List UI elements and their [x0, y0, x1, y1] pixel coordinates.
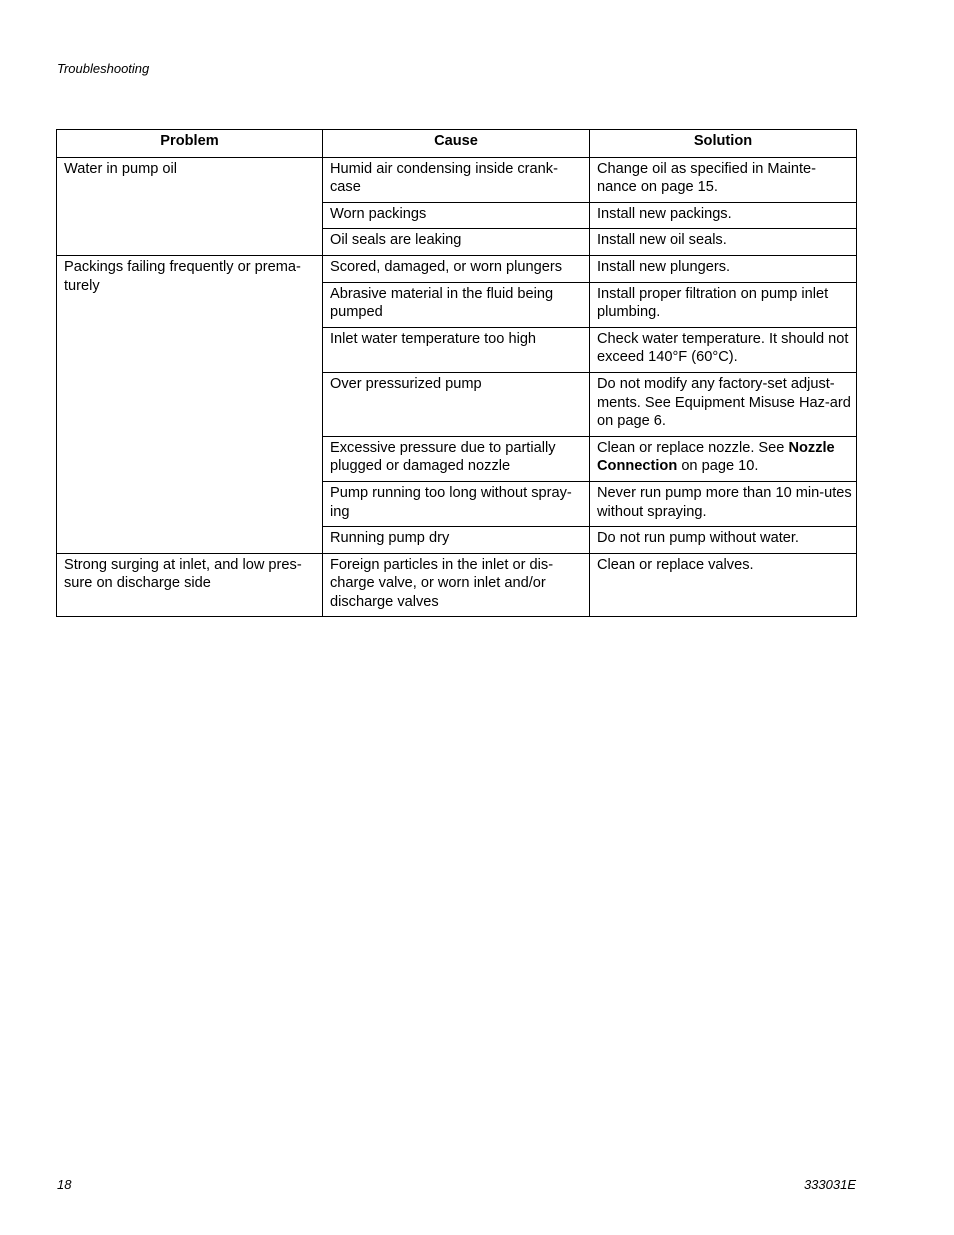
- cause-cell: Pump running too long without spray-ing: [323, 481, 590, 526]
- solution-cell: [590, 436, 857, 481]
- solution-cell: Change oil as specified in Mainte-nance on page 15.: [590, 157, 857, 202]
- solution-cell: Do not modify any factory-set adjust-ments. See Equipment Misuse Haz-ard on page 6.: [590, 372, 857, 436]
- table-row: [57, 157, 857, 202]
- table-header-row: [57, 130, 857, 158]
- problem-cell: Strong surging at inlet, and low pres-sure on discharge side: [57, 553, 323, 617]
- solution-text: on page 10.: [677, 458, 759, 475]
- problem-cell: Water in pump oil: [57, 157, 323, 255]
- column-header-problem: Problem: [57, 130, 323, 158]
- cross-reference-link: Nozzle Connection: [597, 439, 835, 475]
- troubleshooting-table: [56, 129, 857, 617]
- solution-cell: Check water temperature. It should not exceed 140°F (60°C).: [590, 327, 857, 372]
- column-header-cause: Cause: [323, 130, 590, 158]
- solution-cell: Install new packings.: [590, 202, 857, 229]
- table-row: [57, 553, 857, 617]
- solution-cell: Install new plungers.: [590, 255, 857, 282]
- solution-cell: Clean or replace valves.: [590, 553, 857, 617]
- cause-cell: Excessive pressure due to partially plugged or damaged nozzle: [323, 436, 590, 481]
- cause-cell: Worn packings: [323, 202, 590, 229]
- solution-cell: Do not run pump without water.: [590, 527, 857, 554]
- cause-cell: Abrasive material in the fluid being pumped: [323, 282, 590, 327]
- cause-cell: Running pump dry: [323, 527, 590, 554]
- document-number: 333031E: [803, 1177, 856, 1192]
- page-number: 18: [57, 1177, 72, 1192]
- problem-cell: Packings failing frequently or prema-turely: [57, 255, 323, 553]
- cause-cell: Over pressurized pump: [323, 372, 590, 436]
- cause-cell: Humid air condensing inside crank-case: [323, 157, 590, 202]
- solution-text: Clean or replace nozzle. See: [597, 439, 789, 456]
- cause-cell: Inlet water temperature too high: [323, 327, 590, 372]
- running-head: Troubleshooting: [57, 61, 150, 76]
- cause-cell: Scored, damaged, or worn plungers: [323, 255, 590, 282]
- column-header-solution: Solution: [590, 130, 857, 158]
- cause-cell: Foreign particles in the inlet or dis-charge valve, or worn inlet and/or discharge valves: [323, 553, 590, 617]
- solution-cell: Install proper filtration on pump inlet plumbing.: [590, 282, 857, 327]
- table-row: [57, 255, 857, 282]
- solution-cell: Install new oil seals.: [590, 229, 857, 256]
- cause-cell: Oil seals are leaking: [323, 229, 590, 256]
- solution-cell: Never run pump more than 10 min-utes without spraying.: [590, 481, 857, 526]
